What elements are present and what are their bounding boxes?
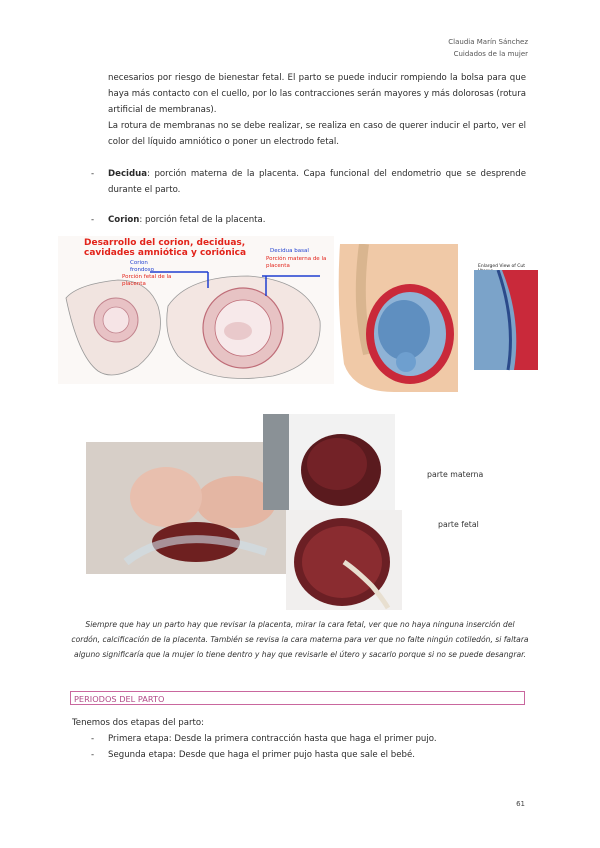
figure-title-line-1: Desarrollo del corion, deciduas, (84, 238, 246, 248)
enlarged-uterus-image (474, 260, 538, 384)
label-corion-frondoso: Corion frondoso (130, 260, 155, 273)
corion-definition: : porción fetal de la placenta. (139, 215, 266, 225)
stage-dash: - (91, 734, 95, 744)
term-corion: Corion (108, 215, 140, 225)
uterus-wall-illustration (474, 270, 538, 384)
header-subject: Cuidados de la mujer (453, 50, 528, 58)
header-author: Claudia Marín Sánchez (448, 38, 528, 46)
fetal-side-photo (286, 510, 402, 610)
maternal-side-photo (263, 414, 395, 510)
stage-first: Primera etapa: Desde la primera contracción hasta que haga el primer pujo. (108, 734, 437, 744)
bullet-corion (108, 212, 526, 228)
intro-paragraph-1: necesarios por riesgo de bienestar fetal. El parto se puede inducir rompiendo la bolsa para que haya más contacto con el cuello, por lo las contracciones serán mayores y más dolorosas (rotura artificial de membranas). (108, 73, 526, 115)
label-parte-materna: parte materna (427, 470, 484, 479)
stages-intro: Tenemos dos etapas del parto: (72, 718, 205, 728)
label-porcion-fetal: Porción fetal de la placenta (122, 274, 172, 287)
term-decidua: Decidua (108, 169, 148, 179)
figure-title-line-2: cavidades amniótica y coriónica (84, 248, 247, 258)
pregnant-anatomy-illustration (334, 244, 458, 392)
placenta-caption: Siempre que hay un parto hay que revisar la placenta, mirar la cara fetal, ver que no haya ninguna inserción del cordón, calcificación de la placenta. También se revisa la cara materna para ver que no falte ningún cotiledón, si faltara alguno significaría que la mujer lo tiene dentro y hay que revisarle el útero y sacarlo porque si no se puede desangrar. (71, 620, 529, 659)
chorion-development-diagram (58, 236, 334, 384)
fetal-placenta-illustration (286, 510, 402, 610)
label-enlarged-view: Enlarged View of Cut (478, 264, 526, 269)
label-parte-fetal: parte fetal (438, 520, 479, 529)
bullet-dash: - (91, 215, 95, 225)
maternal-placenta-illustration (263, 414, 395, 510)
label-decidua-basal: Decidua basal (270, 248, 309, 254)
decidua-definition: : porción materna de la placenta. Capa funcional del endometrio que se desprende durante el parto. (108, 169, 526, 195)
newborn-photo-illustration (86, 442, 290, 574)
section-heading: PERIODOS DEL PARTO (70, 691, 525, 705)
stage-dash: - (91, 750, 95, 760)
page-number: 61 (516, 800, 525, 808)
pregnancy-cross-section-image (334, 244, 458, 392)
newborn-placenta-photo (86, 442, 290, 574)
bullet-decidua (108, 166, 526, 198)
bullet-dash: - (91, 169, 95, 179)
stage-second: Segunda etapa: Desde que haga el primer pujo hasta que sale el bebé. (108, 750, 415, 760)
page-header (448, 36, 528, 60)
label-porcion-materna: Porción materna de la placenta (266, 256, 327, 269)
intro-paragraph-2: La rotura de membranas no se debe realizar, se realiza en caso de querer inducir el parto, ver el color del líquido amniótico o poner un electrodo fetal. (108, 121, 526, 147)
